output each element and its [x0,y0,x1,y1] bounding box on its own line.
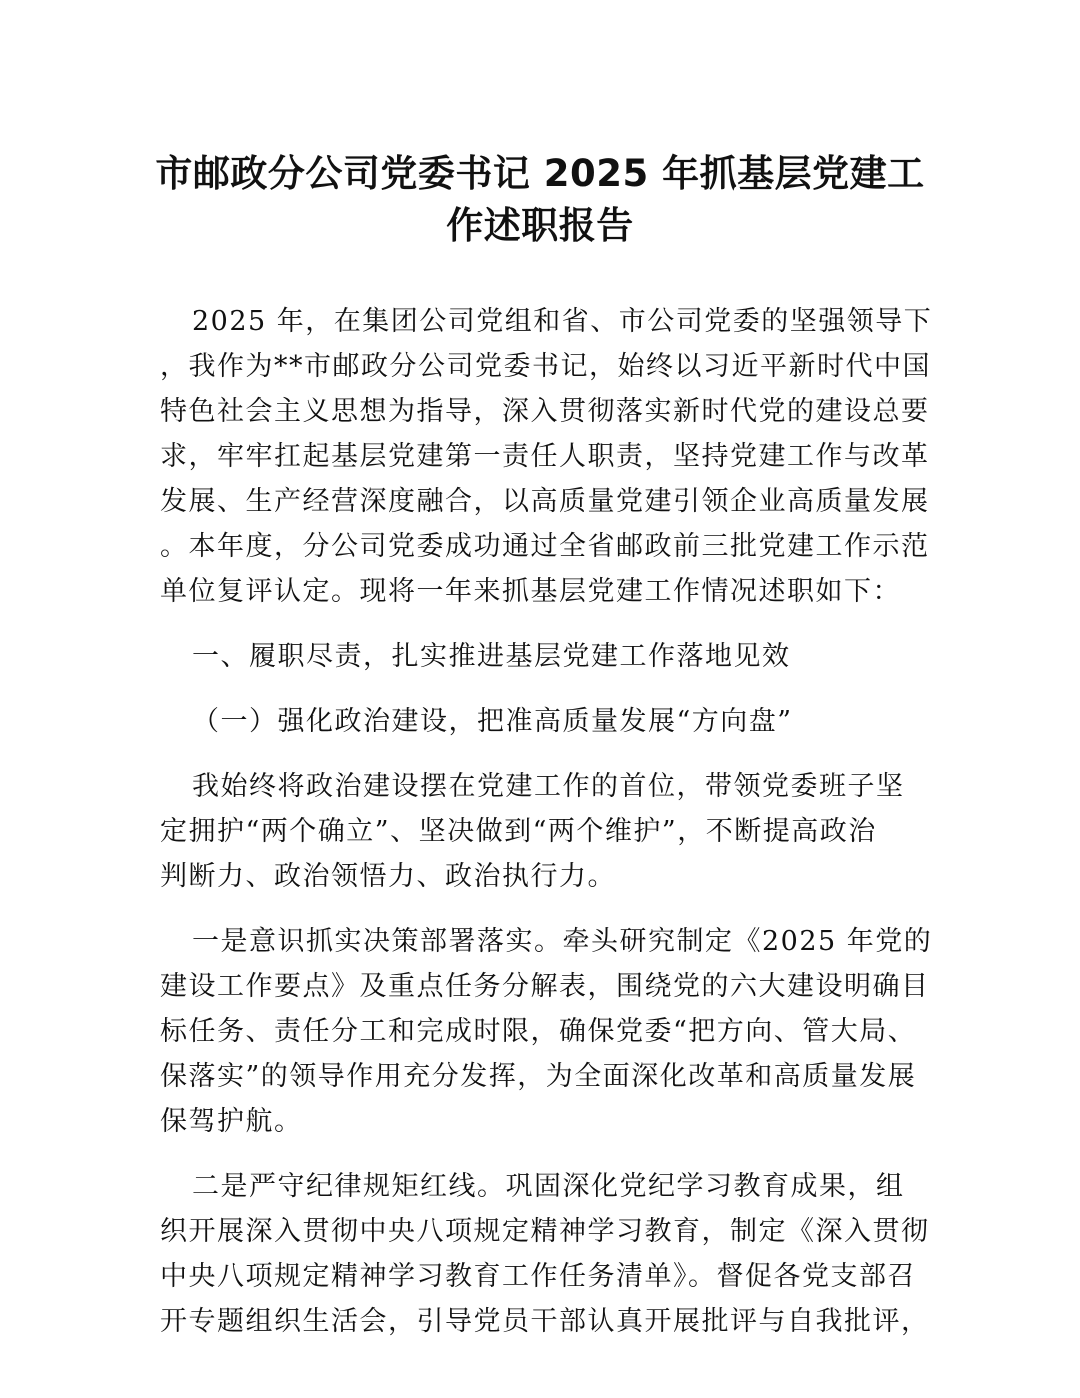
text-line: 中央八项规定精神学习教育工作任务清单》。督促各党支部召 [160,1261,916,1292]
section-heading [160,634,920,679]
text-line: 建设工作要点》及重点任务分解表，围绕党的六大建设明确目 [160,971,930,1002]
text-line: （一）强化政治建设，把准高质量发展“方向盘” [192,706,793,737]
text-line: 一、履职尽责，扎实推进基层党建工作落地见效 [192,641,791,672]
title-line-2: 作述职报告 [446,204,634,247]
body-paragraph [160,764,920,899]
text-line: 保落实”的领导作用充分发挥，为全面深化改革和高质量发展 [160,1061,917,1092]
document-title [150,148,930,252]
subsection-heading [160,699,920,744]
text-line: 。本年度，分公司党委成功通过全省邮政前三批党建工作示范 [160,531,930,562]
text-line: 织开展深入贯彻中央八项规定精神学习教育，制定《深入贯彻 [160,1216,930,1247]
text-line: 二是严守纪律规矩红线。巩固深化党纪学习教育成果，组 [192,1171,905,1202]
text-line: ，我作为**市邮政分公司党委书记，始终以习近平新时代中国 [160,351,931,382]
document-body [160,299,933,1344]
title-line-1: 市邮政分公司党委书记 2025 年抓基层党建工 [155,152,925,195]
text-line: 保驾护航。 [160,1106,303,1137]
text-line: 一是意识抓实决策部署落实。牵头研究制定《2025 年党的 [192,926,933,957]
text-line: 求，牢牢扛起基层党建第一责任人职责，坚持党建工作与改革 [160,441,930,472]
body-paragraph [160,1164,930,1344]
text-line: 定拥护“两个确立”、坚决做到“两个维护”，不断提高政治 [160,816,877,847]
text-line: 标任务、责任分工和完成时限，确保党委“把方向、管大局、 [160,1016,917,1047]
body-paragraph [160,919,933,1144]
text-line: 开专题组织生活会，引导党员干部认真开展批评与自我批评， [160,1306,930,1337]
text-line: 特色社会主义思想为指导，深入贯彻落实新时代党的建设总要 [160,396,930,427]
text-line: 判断力、政治领悟力、政治执行力。 [160,861,616,892]
text-line: 2025 年，在集团公司党组和省、市公司党委的坚强领导下 [192,306,933,337]
text-line: 发展、生产经营深度融合，以高质量党建引领企业高质量发展 [160,486,930,517]
text-line: 单位复评认定。现将一年来抓基层党建工作情况述职如下： [160,576,901,607]
intro-paragraph [160,299,933,614]
text-line: 我始终将政治建设摆在党建工作的首位，带领党委班子坚 [192,771,905,802]
